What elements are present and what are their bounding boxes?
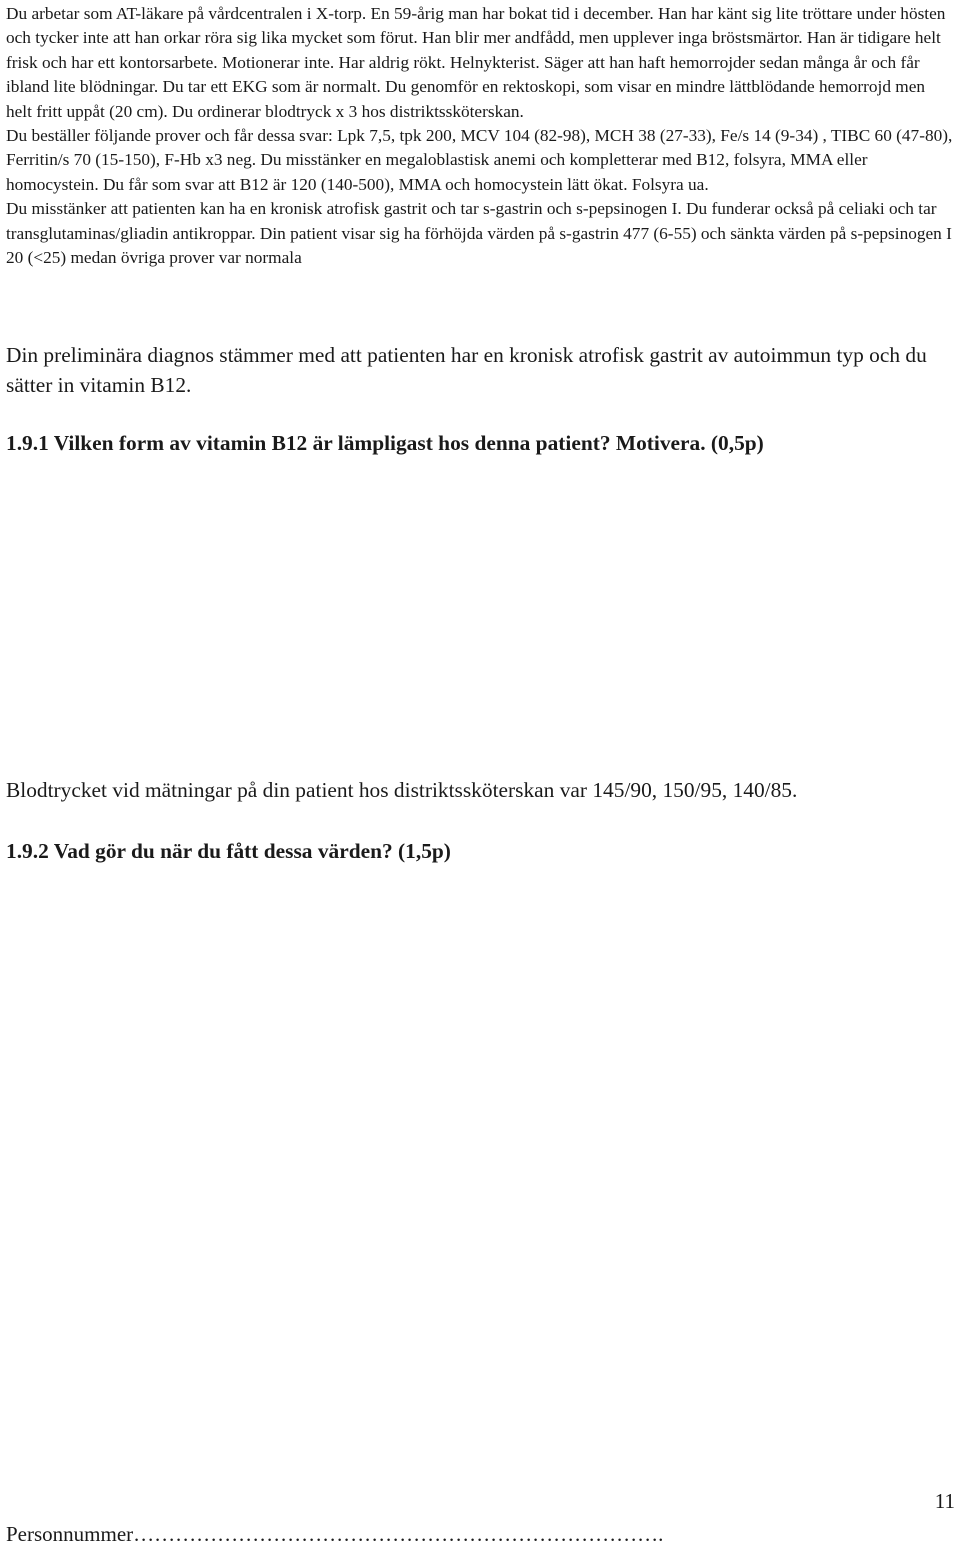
case-paragraph-lab-results: Du beställer följande prover och får dessa svar: Lpk 7,5, tpk 200, MCV 104 (82-98), MCH 38 (27-33), Fe/s 14 (9-34) , TIBC 60 (47-80), Ferritin/s 70 (15-150), F-Hb x3 neg. Du misstänker en megaloblastisk anemi och kompletterar med B12, folsyra, MMA eller homocystein. Du får som svar att B12 är 120 (140-500), MMA och homocystein lätt ökat. Folsyra ua. [6,126,953,194]
case-paragraph-history: Du arbetar som AT-läkare på vårdcentralen i X-torp. En 59-årig man har bokat tid i december. Han har känt sig lite tröttare under hösten och tycker inte att han orkar röra sig lika mycket som förut. Han blir mer andfådd, men upplever inga bröstsmärtor. Han är tidigare helt frisk och har ett kontorsarbete. Motionerar inte. Har aldrig rökt. Helnykterist. Säger att han haft hemorrojder sedan många år och får ibland lite blödningar. Du tar ett EKG som är normalt. Du genomför en rektoskopi, som visar en mindre lättblödande hemorrojd men helt fritt uppåt (20 cm). Du ordinerar blodtryck x 3 hos distriktssköterskan. [6,4,946,121]
preliminary-diagnosis: Din preliminära diagnos stämmer med att patienten har en kronisk atrofisk gastrit av autoimmun typ och du sätter in vitamin B12. [6,343,927,397]
blood-pressure-readings: Blodtrycket vid mätningar på din patient hos distriktssköterskan var 145/90, 150/95, 140/85. [6,778,798,802]
case-description [6,2,954,270]
page-number: 11 [934,1489,955,1513]
case-paragraph-gastritis-workup: Du misstänker att patienten kan ha en kronisk atrofisk gastrit och tar s-gastrin och s-pepsinogen I. Du funderar också på celiaki och tar transglutaminas/gliadin antikroppar. Din patient visar sig ha förhöjda värden på s-gastrin 477 (6-55) och sänkta värden på s-pepsinogen I 20 (<25) medan övriga prover var normala [6,199,952,268]
question-1-9-2: 1.9.2 Vad gör du när du fått dessa värden? (1,5p) [6,839,451,863]
personnummer-field: Personnummer…………………………………………………………………. [6,1522,664,1546]
question-1-9-1: 1.9.1 Vilken form av vitamin B12 är lämpligast hos denna patient? Motivera. (0,5p) [6,431,764,455]
